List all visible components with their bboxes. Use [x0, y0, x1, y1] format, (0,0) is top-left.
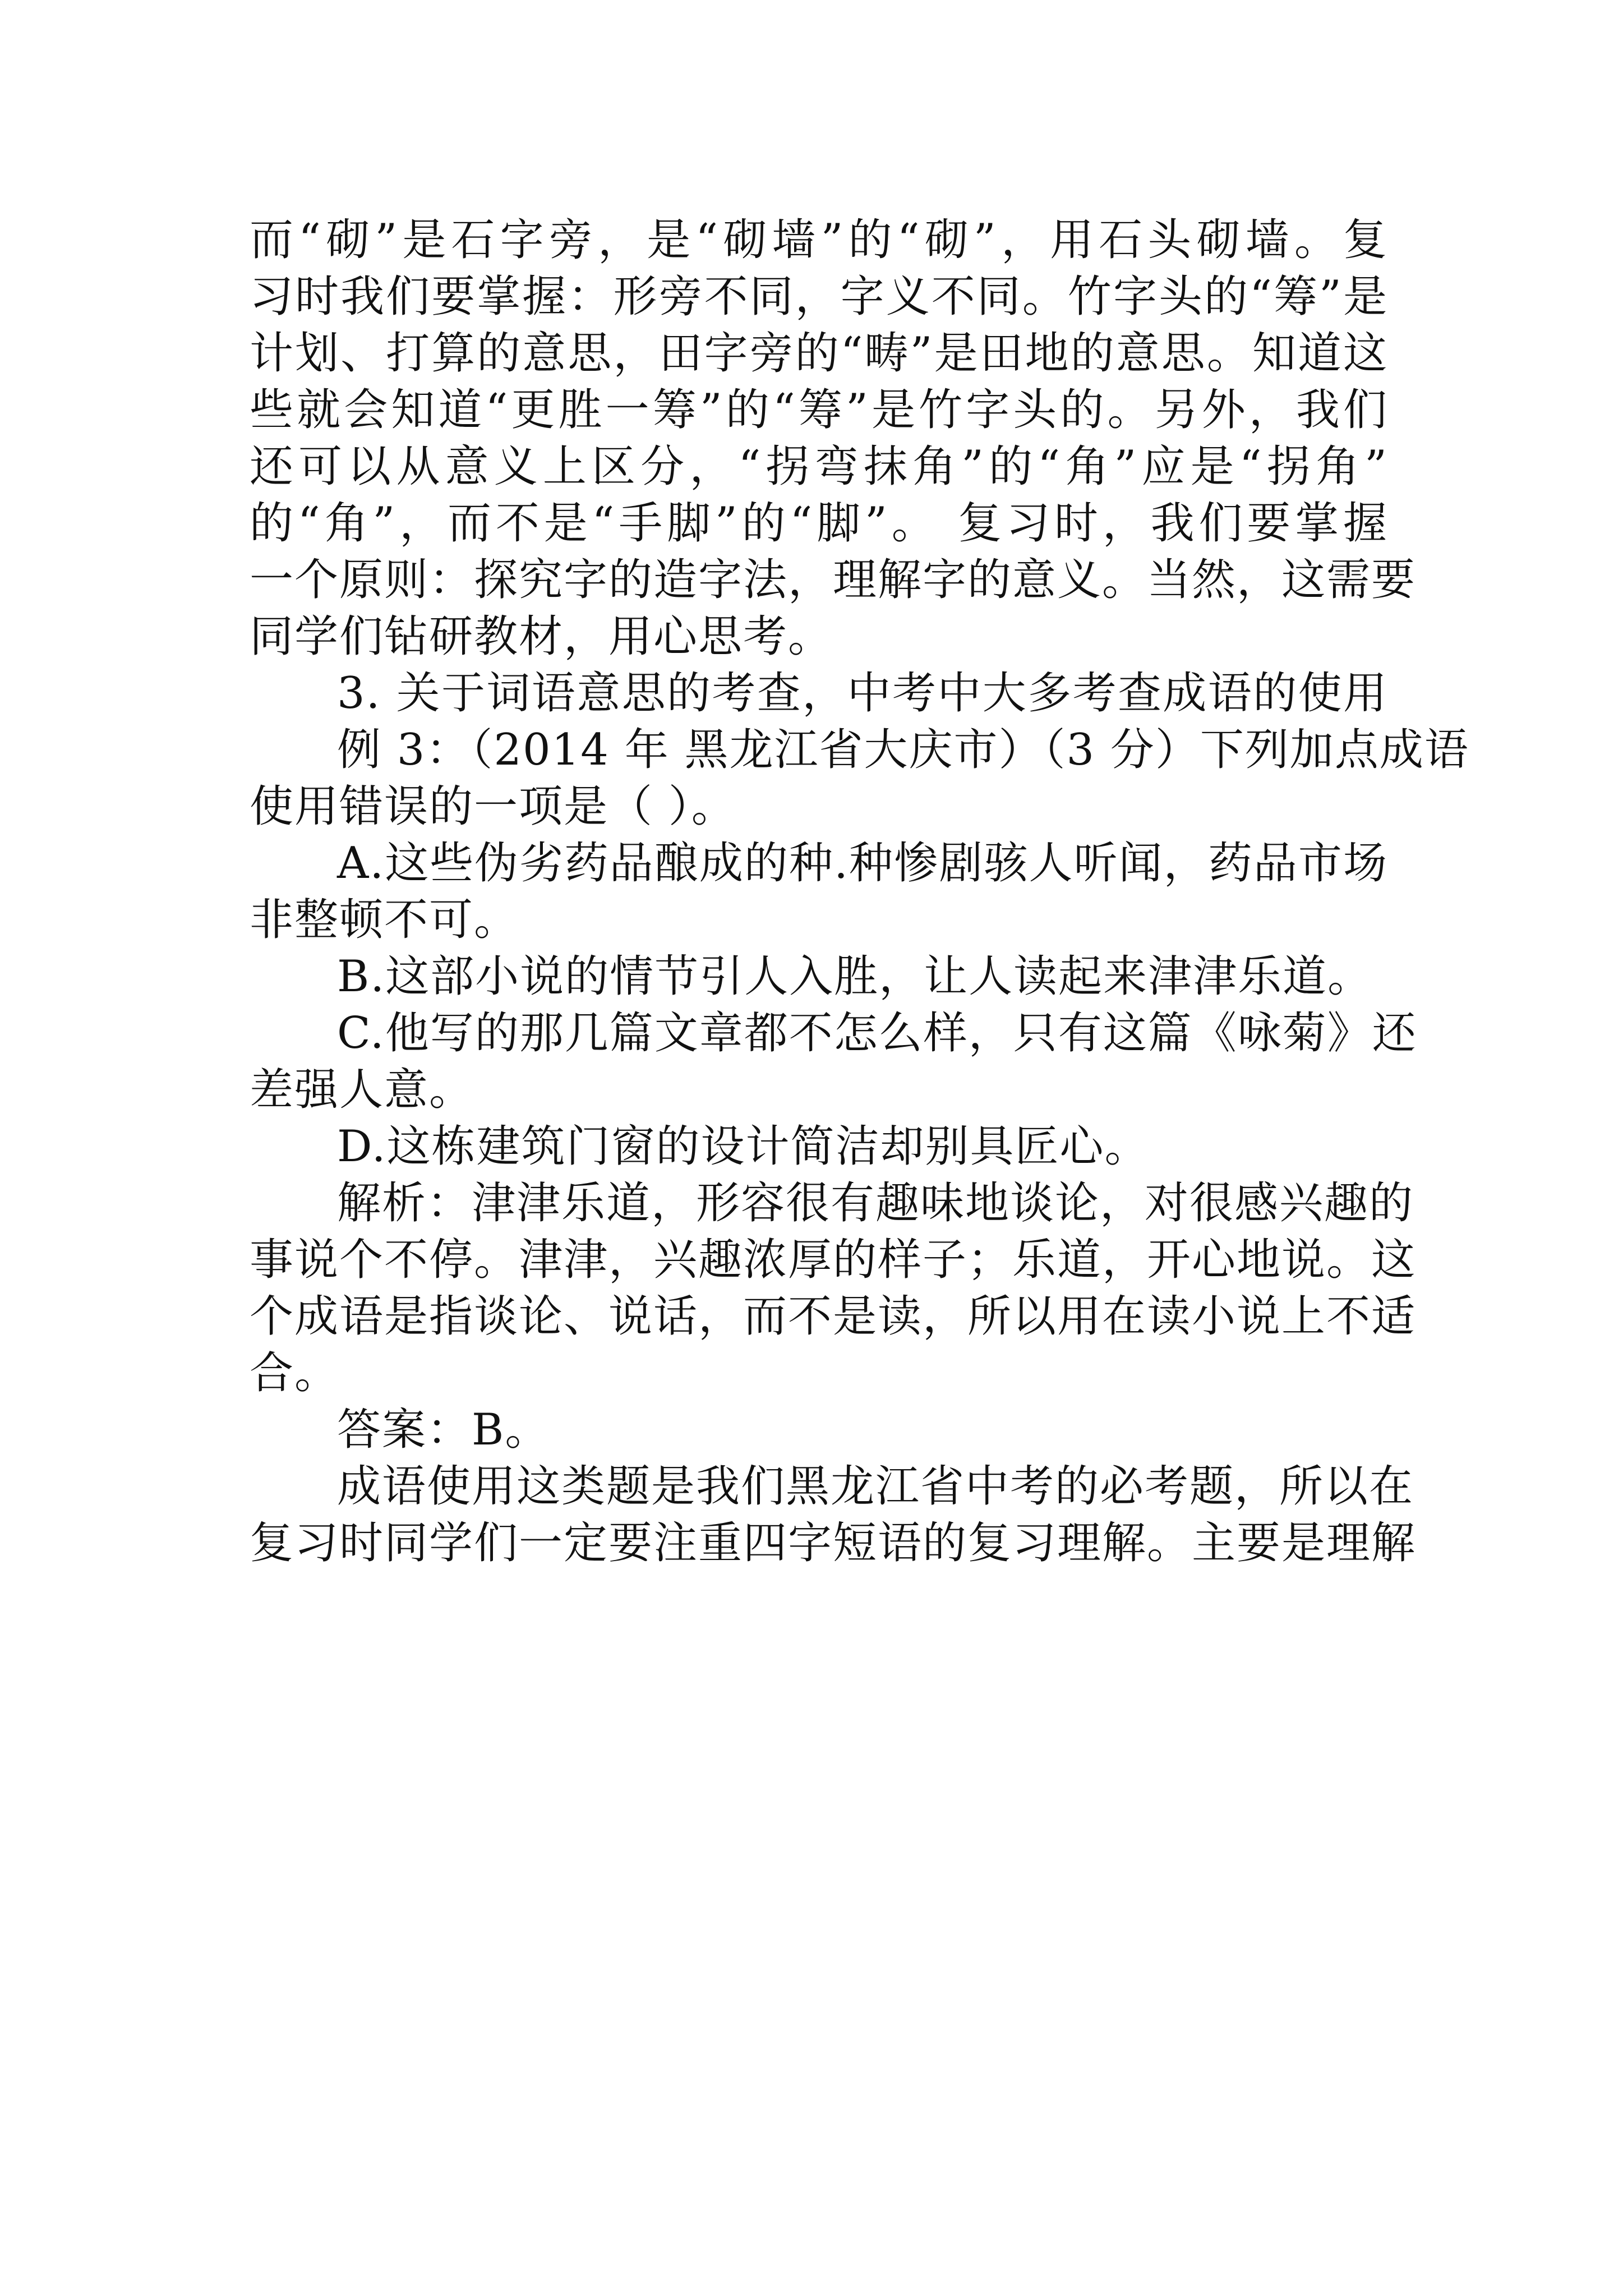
analysis-paragraph: 个成语是指谈论、说话，而不是读，所以用在读小说上不适: [250, 1291, 1417, 1342]
section-heading: 3. 关于词语意思的考查，中考中大多考查成语的使用: [337, 668, 1388, 719]
option-c: C.他写的那几篇文章都不怎么样，只有这篇《咏菊》还: [337, 1008, 1417, 1059]
answer-line: 答案：B。: [337, 1405, 550, 1455]
document-body: [250, 212, 1469, 1572]
analysis-paragraph: 事说个不停。津津，兴趣浓厚的样子；乐道，开心地说。这: [250, 1235, 1417, 1285]
analysis-paragraph: 解析：津津乐道，形容很有趣味地谈论，对很感兴趣的: [337, 1178, 1414, 1228]
paragraph-line: 的“角”，而不是“手脚”的“脚”。 复习时，我们要掌握: [250, 498, 1388, 549]
example-question: 例 3：（2014 年 黑龙江省大庆市）（3 分）下列加点成语: [337, 725, 1469, 775]
paragraph-line: 而“砌”是石字旁，是“砌墙”的“砌”，用石头砌墙。复: [250, 215, 1388, 265]
paragraph-line: 同学们钻研教材，用心思考。: [250, 611, 833, 662]
option-a: 非整顿不可。: [250, 895, 519, 945]
paragraph-line: 还可以从意义上区分，“拐弯抹角”的“角”应是“拐角”: [250, 441, 1388, 492]
paragraph-line: 些就会知道“更胜一筹”的“筹”是竹字头的。另外，我们: [250, 385, 1388, 435]
example-question: 使用错误的一项是（ ）。: [250, 781, 736, 832]
option-b: B.这部小说的情节引人入胜，让人读起来津津乐道。: [337, 951, 1373, 1002]
paragraph-line: 习时我们要掌握：形旁不同，字义不同。竹字头的“筹”是: [250, 272, 1388, 322]
paragraph-line: 复习时同学们一定要注重四字短语的复习理解。主要是理解: [250, 1518, 1417, 1568]
paragraph-line: 一个原则：探究字的造字法，理解字的意义。当然，这需要: [250, 555, 1417, 605]
paragraph-line: 成语使用这类题是我们黑龙江省中考的必考题，所以在: [337, 1461, 1414, 1512]
option-a: A.这些伪劣药品酿成的种.种惨剧骇人听闻，药品市场: [337, 838, 1388, 889]
option-c: 差强人意。: [250, 1065, 474, 1115]
option-d: D.这栋建筑门窗的设计简洁却别具匠心。: [337, 1121, 1150, 1172]
paragraph-line: 计划、打算的意思，田字旁的“畴”是田地的意思。知道这: [250, 328, 1388, 379]
analysis-paragraph: 合。: [250, 1348, 340, 1398]
